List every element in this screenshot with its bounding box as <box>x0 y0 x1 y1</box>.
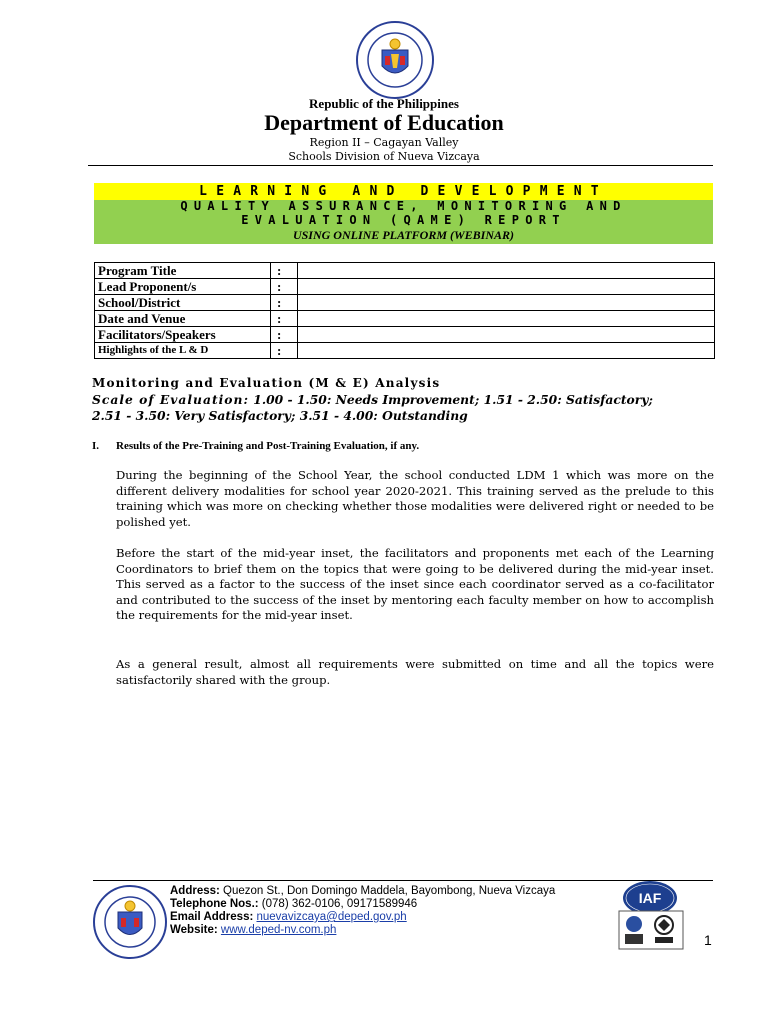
me-analysis-heading: Monitoring and Evaluation (M & E) Analysis <box>92 376 441 390</box>
table-row <box>95 279 715 295</box>
paragraph-2: Before the start of the mid-year inset, the facilitators and proponents met each of the Learning Coordinators to brief them on the topics that were going to be delivered during the mid-year inset. This served as a factor to the success of the inset since each coordinator served as a co-facilitator and contributed to the success of the inset by mentoring each faculty member on how to accomplish the requirements for the mid-year inset. <box>116 546 714 622</box>
evaluation-scale <box>92 392 722 424</box>
iaf-label: IAF <box>638 890 662 906</box>
page-number: 1 <box>704 932 712 948</box>
address-label: Address: <box>170 885 220 897</box>
row-value[interactable] <box>298 263 715 279</box>
section-number: I. <box>92 440 100 452</box>
row-value[interactable] <box>298 279 715 295</box>
website-link[interactable]: www.deped-nv.com.ph <box>220 924 337 936</box>
telephone-value: (078) 362-0106, 09171589946 <box>258 898 418 910</box>
section-title: Results of the Pre-Training and Post-Training Evaluation, if any. <box>116 440 420 452</box>
iso-ukas-certification-logo <box>618 910 684 950</box>
section-heading <box>92 440 419 452</box>
footer-telephone <box>170 898 417 911</box>
footer-website <box>170 924 336 937</box>
table-row <box>95 327 715 343</box>
program-info-table <box>94 262 715 359</box>
row-separator: : <box>271 279 298 295</box>
division-label: Schools Division of Nueva Vizcaya <box>288 150 480 163</box>
row-value[interactable] <box>298 327 715 343</box>
footer-deped-seal-logo <box>92 884 168 960</box>
footer-email <box>170 911 407 924</box>
scale-label: Scale of Evaluation: <box>92 392 249 407</box>
row-label: Date and Venue <box>95 311 271 327</box>
region-label: Region II – Cagayan Valley <box>309 136 459 149</box>
banner-line-ld: LEARNING AND DEVELOPMENT <box>199 184 608 199</box>
row-value[interactable] <box>298 343 715 359</box>
row-value[interactable] <box>298 295 715 311</box>
footer-address <box>170 885 555 898</box>
email-label: Email Address: <box>170 911 254 923</box>
row-separator: : <box>271 295 298 311</box>
footer-divider <box>93 880 713 881</box>
header-divider <box>88 165 713 166</box>
row-label: Lead Proponent/s <box>95 279 271 295</box>
paragraph-1: During the beginning of the School Year, the school conducted LDM 1 which was more on the different delivery modalities for school year 2020-2021. This training served as the prelude to this training which was more on checking whether those modalities were delivered right or needed to be polished yet. <box>116 468 714 529</box>
banner-line-webinar: USING ONLINE PLATFORM (WEBINAR) <box>292 228 515 242</box>
row-label: Highlights of the L & D <box>95 343 271 359</box>
email-link[interactable]: nuevavizcaya@deped.gov.ph <box>256 911 407 923</box>
row-separator: : <box>271 311 298 327</box>
report-banner <box>94 183 713 244</box>
row-label: School/District <box>95 295 271 311</box>
table-row <box>95 295 715 311</box>
scale-line-1: 1.00 - 1.50: Needs Improvement; 1.51 - 2.50: Satisfactory; <box>248 392 653 407</box>
department-title: Department of Education <box>264 110 504 135</box>
telephone-label: Telephone Nos.: <box>170 898 259 910</box>
table-row <box>95 263 715 279</box>
banner-line-qame-2: EVALUATION (QAME) REPORT <box>241 213 566 227</box>
row-label: Program Title <box>95 263 271 279</box>
table-row <box>95 343 715 359</box>
row-separator: : <box>271 343 298 359</box>
paragraph-3: As a general result, almost all requirements were submitted on time and all the topics were satisfactorily shared with the group. <box>116 657 714 687</box>
table-row <box>95 311 715 327</box>
scale-line-2: 2.51 - 3.50: Very Satisfactory; 3.51 - 4.00: Outstanding <box>92 408 468 423</box>
row-value[interactable] <box>298 311 715 327</box>
row-label: Facilitators/Speakers <box>95 327 271 343</box>
banner-line-qame-1: QUALITY ASSURANCE, MONITORING AND <box>180 199 627 213</box>
website-label: Website: <box>170 924 218 936</box>
deped-seal-logo <box>355 20 435 100</box>
republic-heading: Republic of the Philippines <box>309 96 459 111</box>
row-separator: : <box>271 263 298 279</box>
row-separator: : <box>271 327 298 343</box>
address-value: Quezon St., Don Domingo Maddela, Bayombong, Nueva Vizcaya <box>219 885 556 897</box>
